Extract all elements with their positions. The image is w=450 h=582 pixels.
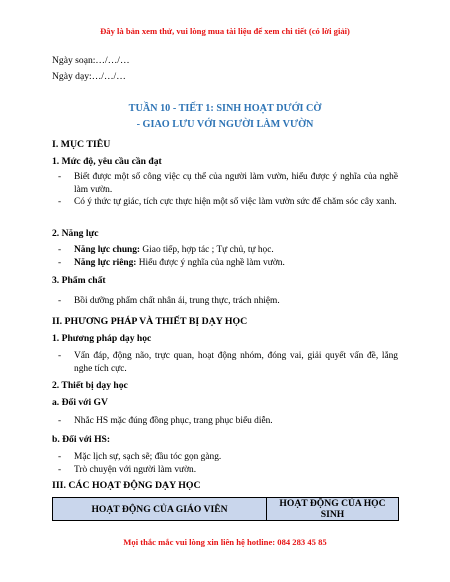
list-item: - Vấn đáp, động não, trực quan, hoạt động nhóm, đóng vai, giải quyết vấn đề, lắng nghe tích cực. [58,350,398,375]
competence-general-label: Năng lực chung: [74,245,141,255]
subsection-qualities-heading: 3. Phẩm chất [52,275,106,286]
list-item: - Trò chuyện với người làm vườn. [58,464,398,477]
list-item: - Có ý thức tự giác, tích cực thực hiện một số việc làm vườn sức để chăm sóc cây xanh. [58,196,398,209]
competence-list [58,244,398,269]
list-item: - Mặc lịch sự, sạch sẽ; đầu tóc gọn gàng. [58,451,398,464]
competence-general-text: Giao tiếp, hợp tác ; Tự chủ, tự học. [140,245,274,255]
list-item: - Biết được một số công việc cụ thể của người làm vườn, hiểu được ý nghĩa của nghề làm vườn. [58,171,398,196]
teacher-activity-column-header: HOẠT ĐỘNG CỦA GIÁO VIÊN [53,498,267,521]
student-equipment-heading: b. Đối với HS: [52,434,111,445]
teacher-equipment-list [58,415,398,428]
section-objectives-heading: I. MỤC TIÊU [52,139,111,150]
date-prepared: Ngày soạn:…/…/… [52,55,130,66]
header-notice: Đây là bản xem thử, vui lòng mua tài liệu để xem chi tiết (có lời giải) [100,26,350,36]
list-item: - Bồi dưỡng phẩm chất nhân ái, trung thực, trách nhiệm. [58,295,398,308]
requirements-list [58,171,398,209]
section-activities-heading: III. CÁC HOẠT ĐỘNG DẠY HỌC [52,480,201,491]
lesson-title: TUẦN 10 - TIẾT 1: SINH HOẠT DƯỚI CỜ [128,103,322,114]
subsection-methods-heading: 1. Phương pháp dạy học [52,333,152,344]
student-activity-column-header: HOẠT ĐỘNG CỦA HỌC SINH [267,498,399,521]
list-item: - Nhắc HS mặc đúng đồng phục, trang phục biểu diễn. [58,415,398,428]
qualities-list [58,295,398,308]
subsection-equipment-heading: 2. Thiết bị dạy học [52,380,128,391]
date-taught: Ngày dạy:…/…/… [52,71,126,82]
list-item [58,257,398,270]
competence-specific-text: Hiểu được ý nghĩa của nghề làm vườn. [136,257,285,268]
teacher-equipment-heading: a. Đối với GV [52,397,108,408]
subsection-competence-heading: 2. Năng lực [52,228,99,239]
footer-notice: Mọi thắc mắc vui lòng xin liên hệ hotline: 084 283 45 85 [123,537,327,547]
table-row [53,498,399,521]
section-methods-heading: II. PHƯƠNG PHÁP VÀ THIẾT BỊ DẠY HỌC [52,316,248,327]
subsection-requirements-heading: 1. Mức độ, yêu cầu cần đạt [52,156,162,167]
list-item [58,244,398,257]
student-equipment-list [58,451,398,476]
activities-table [52,497,399,521]
competence-specific-label: Năng lực riêng: [74,257,137,268]
methods-list [58,350,398,375]
lesson-subtitle: - GIAO LƯU VỚI NGƯỜI LÀM VƯỜN [136,119,314,130]
